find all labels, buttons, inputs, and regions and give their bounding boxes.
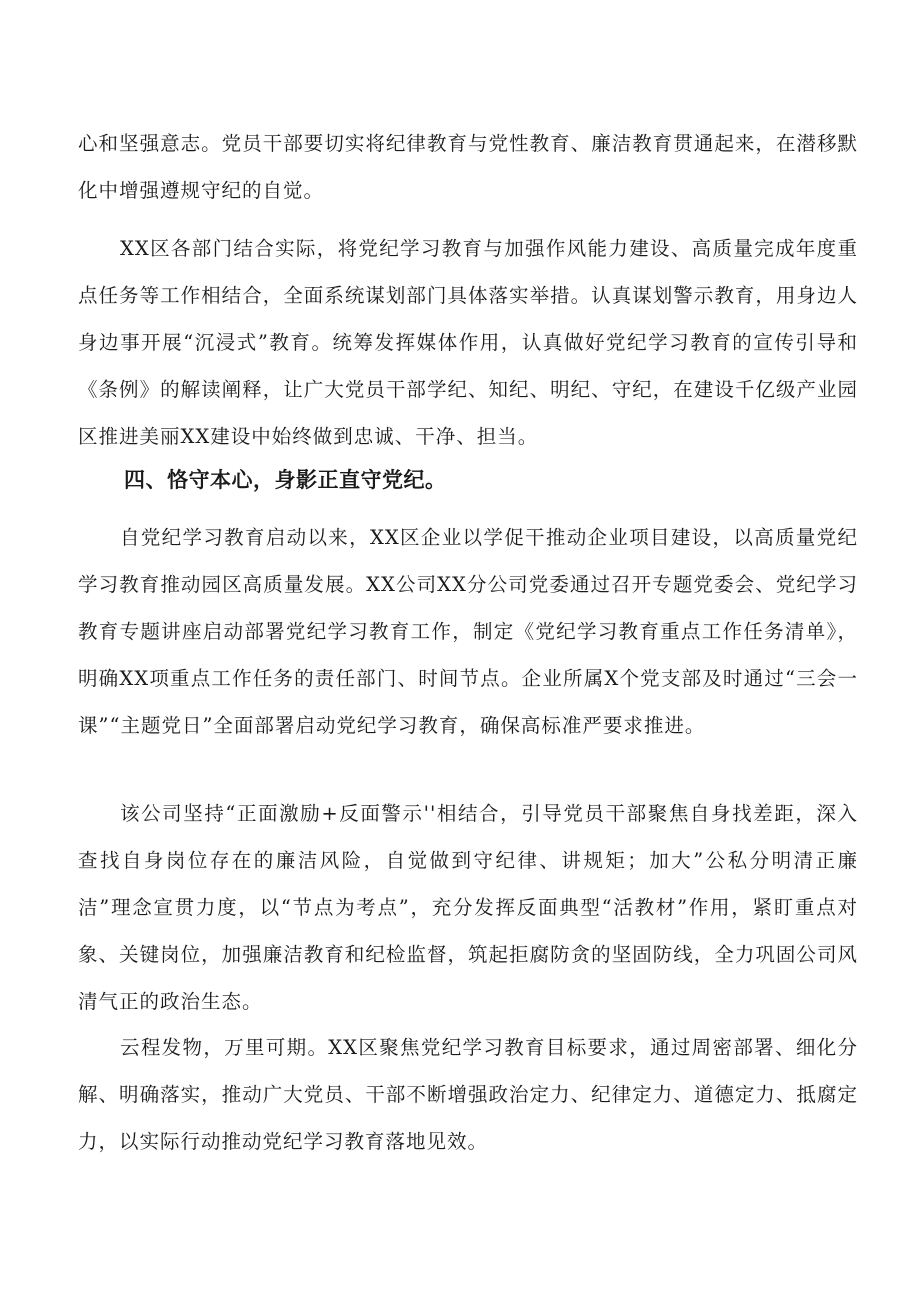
paragraph-enterprise-education: 自党纪学习教育启动以来，XX区企业以学促干推动企业项目建设，以高质量党纪学习教育推动园区高质量发展。XX公司XX分公司党委通过召开专题党委会、党纪学习教育专题讲座启动部署党纪学习教育工作，制定《党纪学习教育重点工作任务清单》，明确XX项重点工作任务的责任部门、时间节点。企业所属X个党支部及时通过“三会一课”“主题党日”全面部署启动党纪学习教育，确保高标准严要求推进。 xyxy=(78,526,858,737)
paragraph-conclusion: 云程发物，万里可期。XX区聚焦党纪学习教育目标要求，通过周密部署、细化分解、明确落实，推动广大党员、干部不断增强政治定力、纪律定力、道德定力、抵腐定力，以实际行动推动党纪学习教育落地见效。 xyxy=(78,1036,858,1153)
paragraph-continuation: 心和坚强意志。党员干部要切实将纪律教育与党性教育、廉洁教育贯通起来，在潜移默化中增强遵规守纪的自觉。 xyxy=(78,132,858,202)
paragraph-department-measures: XX区各部门结合实际，将党纪学习教育与加强作风能力建设、高质量完成年度重点任务等工作相结合，全面系统谋划部门具体落实举措。认真谋划警示教育，用身边人身边事开展“沉浸式”教育。统筹发挥媒体作用，认真做好党纪学习教育的宣传引导和《条例》的解读阐释，让广大党员干部学纪、知纪、明纪、守纪，在建设千亿级产业园区推进美丽XX建设中始终做到忠诚、干净、担当。 xyxy=(78,237,858,448)
section-heading-four: 四、恪守本心，身影正直守党纪。 xyxy=(124,468,447,492)
paragraph-company-warning: 该公司坚持“正面激励+反面警示''相结合，引导党员干部聚焦自身找差距，深入查找自身岗位存在的廉洁风险，自觉做到守纪律、讲规矩；加大”公私分明清正廉洁”理念宣贯力度，以“节点为考点”，充分发挥反面典型“活教材”作用，紧盯重点对象、关键岗位，加强廉洁教育和纪检监督，筑起拒腐防贪的坚固防线，全力巩固公司风清气正的政治生态。 xyxy=(78,802,858,1013)
